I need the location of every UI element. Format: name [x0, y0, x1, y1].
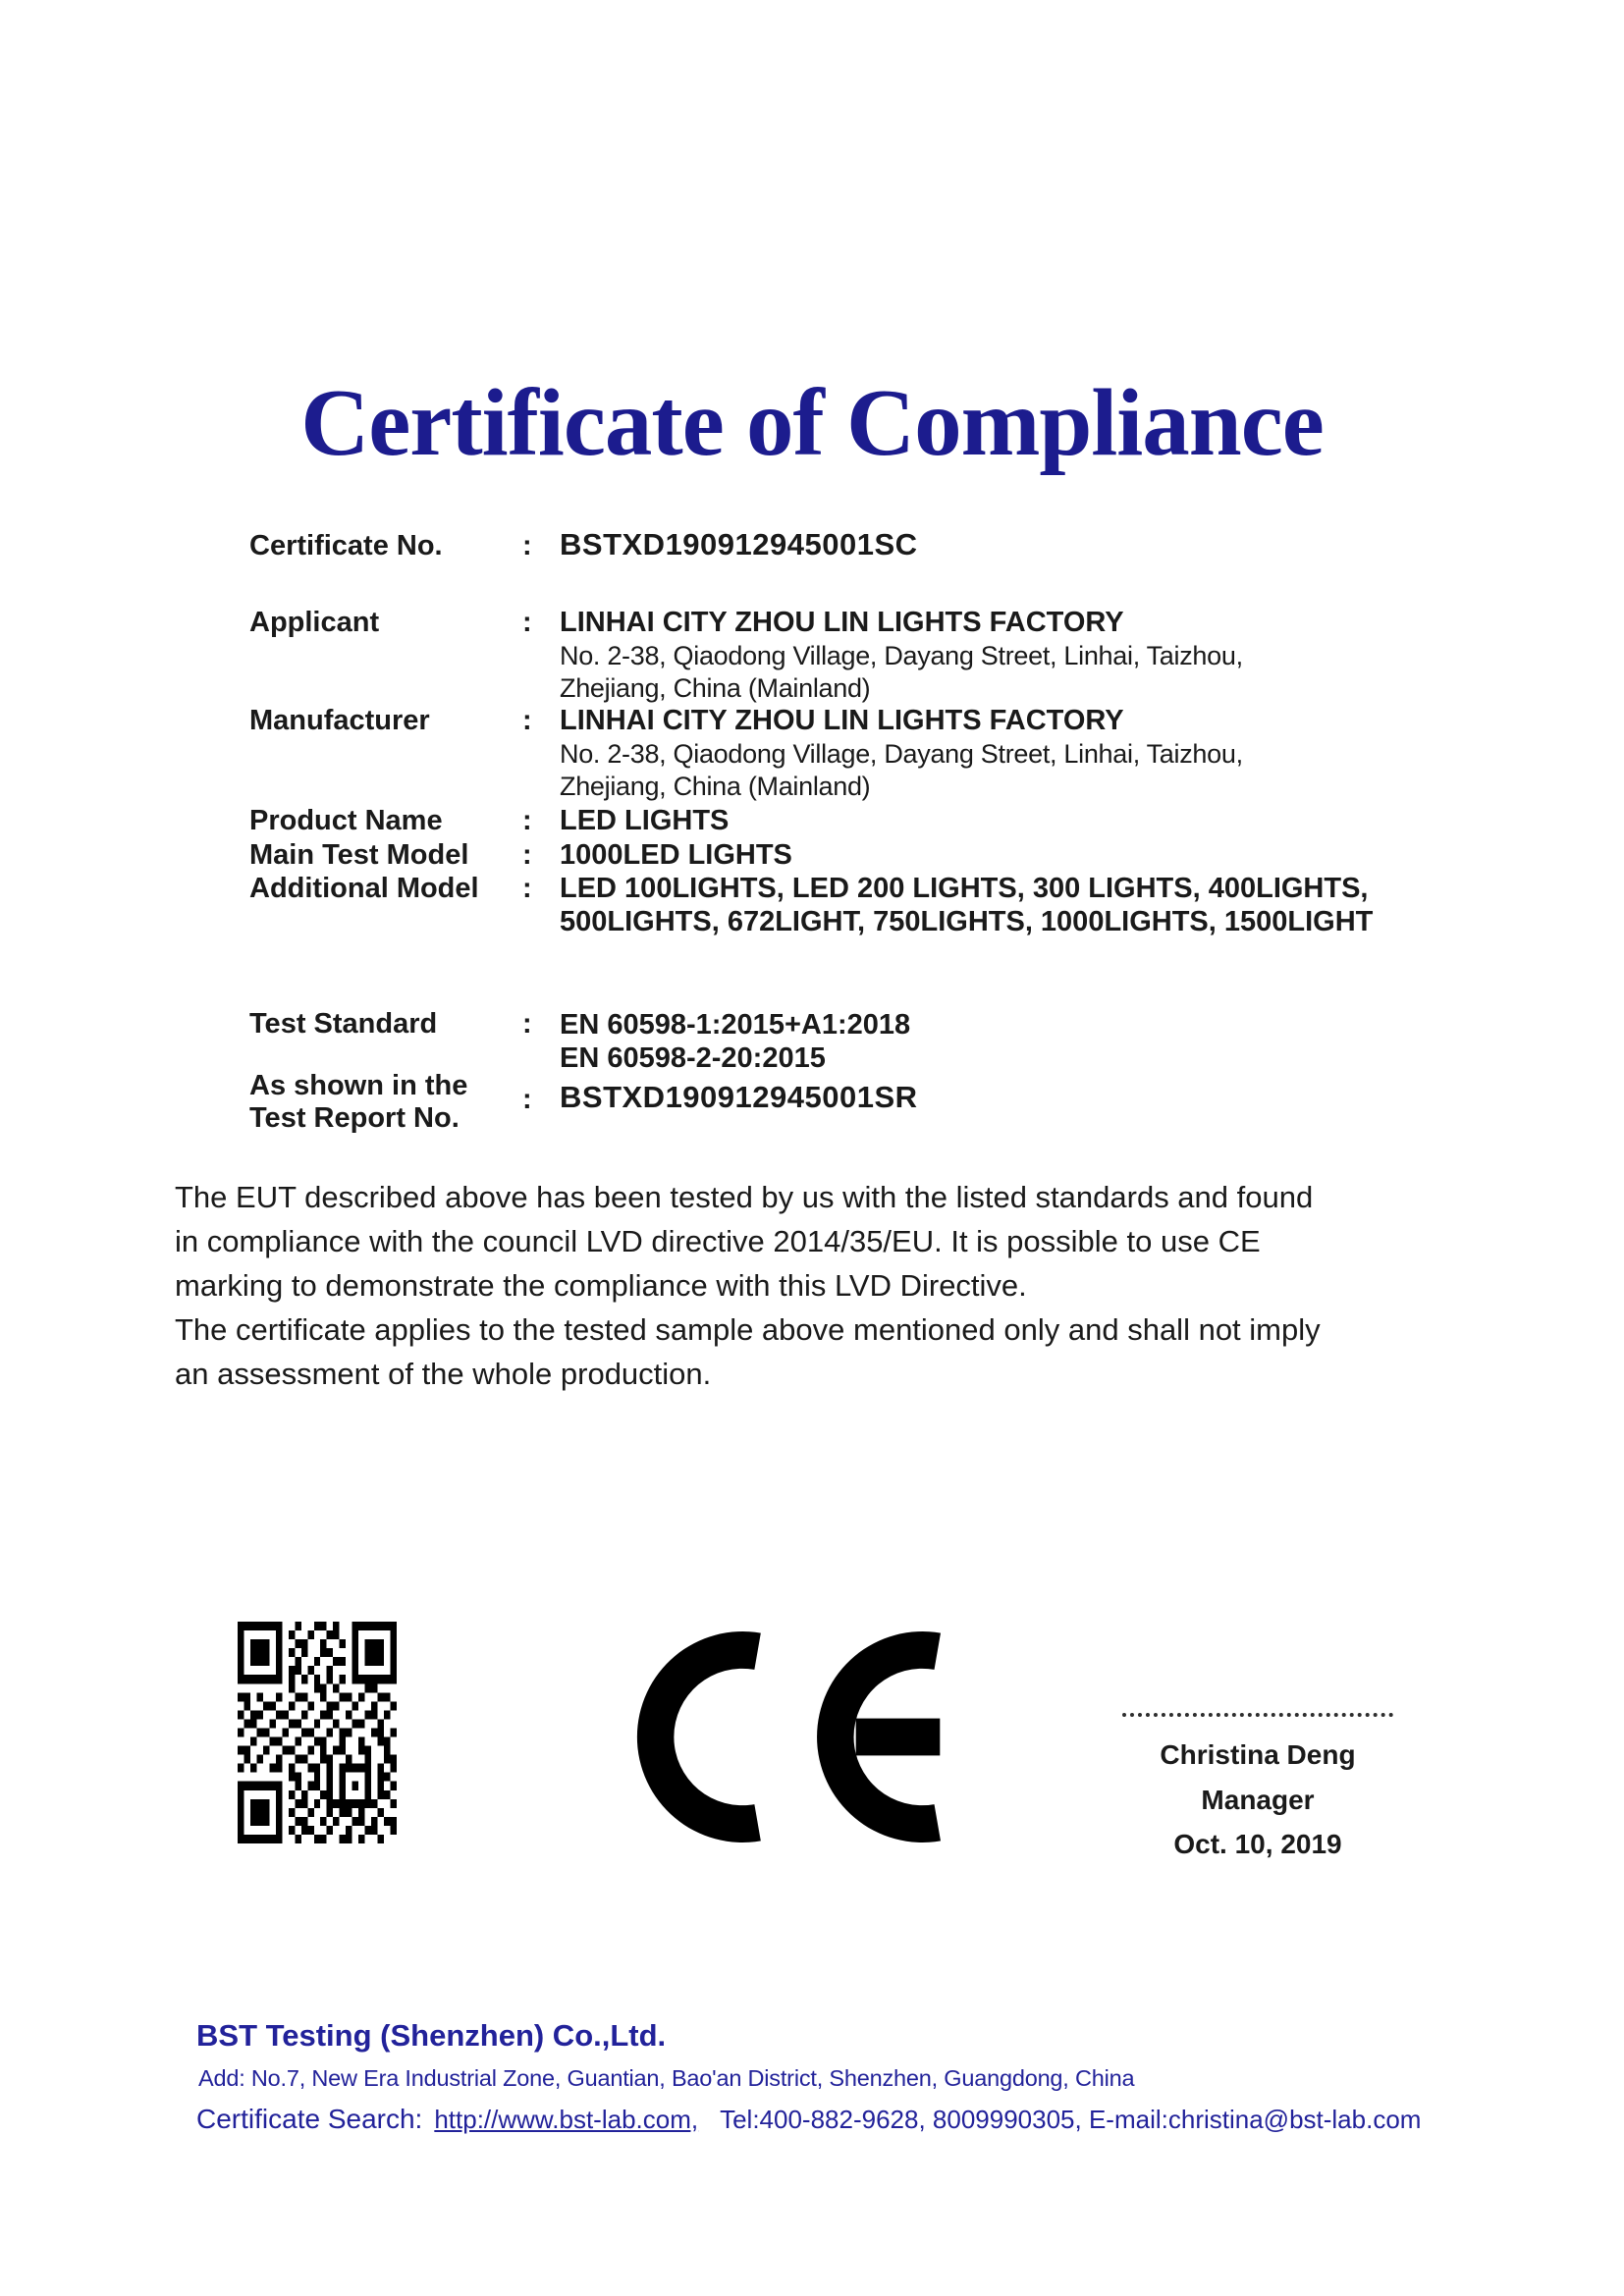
test-report-number: BSTXD190912945001SR	[560, 1080, 918, 1114]
certificate-number: BSTXD190912945001SC	[560, 527, 918, 561]
manufacturer-address-line: No. 2-38, Qiaodong Village, Dayang Street, Linhai, Taizhou,	[560, 738, 1243, 769]
additional-model-line: LED 100LIGHTS, LED 200 LIGHTS, 300 LIGHTS, 400LIGHTS,	[560, 873, 1369, 904]
statement-line: in compliance with the council LVD directive 2014/35/EU. It is possible to use CE	[175, 1224, 1261, 1258]
certificate-search-row	[196, 2104, 1421, 2135]
manufacturer-name: LINHAI CITY ZHOU LIN LIGHTS FACTORY	[560, 705, 1124, 736]
lab-company-name: BST Testing (Shenzhen) Co.,Ltd.	[196, 2018, 667, 2053]
field-colon: :	[522, 705, 532, 736]
test-standard-line: EN 60598-1:2015+A1:2018	[560, 1009, 911, 1041]
field-colon: :	[522, 1084, 532, 1115]
lab-address: Add: No.7, New Era Industrial Zone, Guantian, Bao'an District, Shenzhen, Guangdong, China	[198, 2065, 1135, 2091]
qr-code-icon	[238, 1622, 397, 1843]
signatory-name: Christina Deng	[1160, 1739, 1356, 1770]
field-label: Certificate No.	[249, 530, 443, 561]
field-label-line: Test Report No.	[249, 1102, 460, 1134]
certificate-search-label: Certificate Search:	[196, 2104, 423, 2134]
field-label: Manufacturer	[249, 705, 430, 736]
statement-line: an assessment of the whole production.	[175, 1357, 712, 1391]
statement-line: The certificate applies to the tested sample above mentioned only and shall not imply	[175, 1312, 1321, 1347]
lab-contact-info: Tel:400-882-9628, 8009990305, E-mail:christina@bst-lab.com	[720, 2105, 1422, 2134]
field-colon: :	[522, 1008, 532, 1040]
manufacturer-address-line: Zhejiang, China (Mainland)	[560, 772, 871, 801]
applicant-address-line: No. 2-38, Qiaodong Village, Dayang Street, Linhai, Taizhou,	[560, 640, 1243, 670]
product-name-value: LED LIGHTS	[560, 805, 730, 836]
field-label: Additional Model	[249, 873, 479, 904]
signature-date: Oct. 10, 2019	[1173, 1829, 1342, 1859]
field-colon: :	[522, 839, 532, 871]
certificate-search-link[interactable]: http://www.bst-lab.com,	[434, 2105, 699, 2134]
statement-paragraphs	[175, 1175, 1481, 1396]
field-label: Test Standard	[249, 1008, 438, 1040]
field-label: Main Test Model	[249, 839, 469, 871]
signature-block	[1076, 1713, 1439, 1861]
signatory-role: Manager	[1201, 1785, 1315, 1815]
test-standard-line: EN 60598-2-20:2015	[560, 1042, 826, 1074]
field-colon: :	[522, 805, 532, 836]
field-label-line: As shown in the	[249, 1070, 468, 1101]
field-label: Applicant	[249, 607, 380, 638]
field-colon: :	[522, 530, 532, 561]
field-colon: :	[522, 873, 532, 904]
main-test-model-value: 1000LED LIGHTS	[560, 839, 792, 871]
page-title: Certificate of Compliance	[300, 370, 1324, 475]
applicant-name: LINHAI CITY ZHOU LIN LIGHTS FACTORY	[560, 607, 1124, 638]
additional-model-line: 500LIGHTS, 672LIGHT, 750LIGHTS, 1000LIGHTS, 1500LIGHT	[560, 905, 1374, 937]
field-label: Product Name	[249, 805, 443, 836]
ce-mark-icon	[636, 1629, 943, 1844]
statement-line: marking to demonstrate the compliance with this LVD Directive.	[175, 1268, 1027, 1303]
field-colon: :	[522, 607, 532, 638]
signature-line	[1122, 1713, 1393, 1717]
applicant-address-line: Zhejiang, China (Mainland)	[560, 673, 871, 703]
statement-line: The EUT described above has been tested by us with the listed standards and found	[175, 1180, 1314, 1214]
